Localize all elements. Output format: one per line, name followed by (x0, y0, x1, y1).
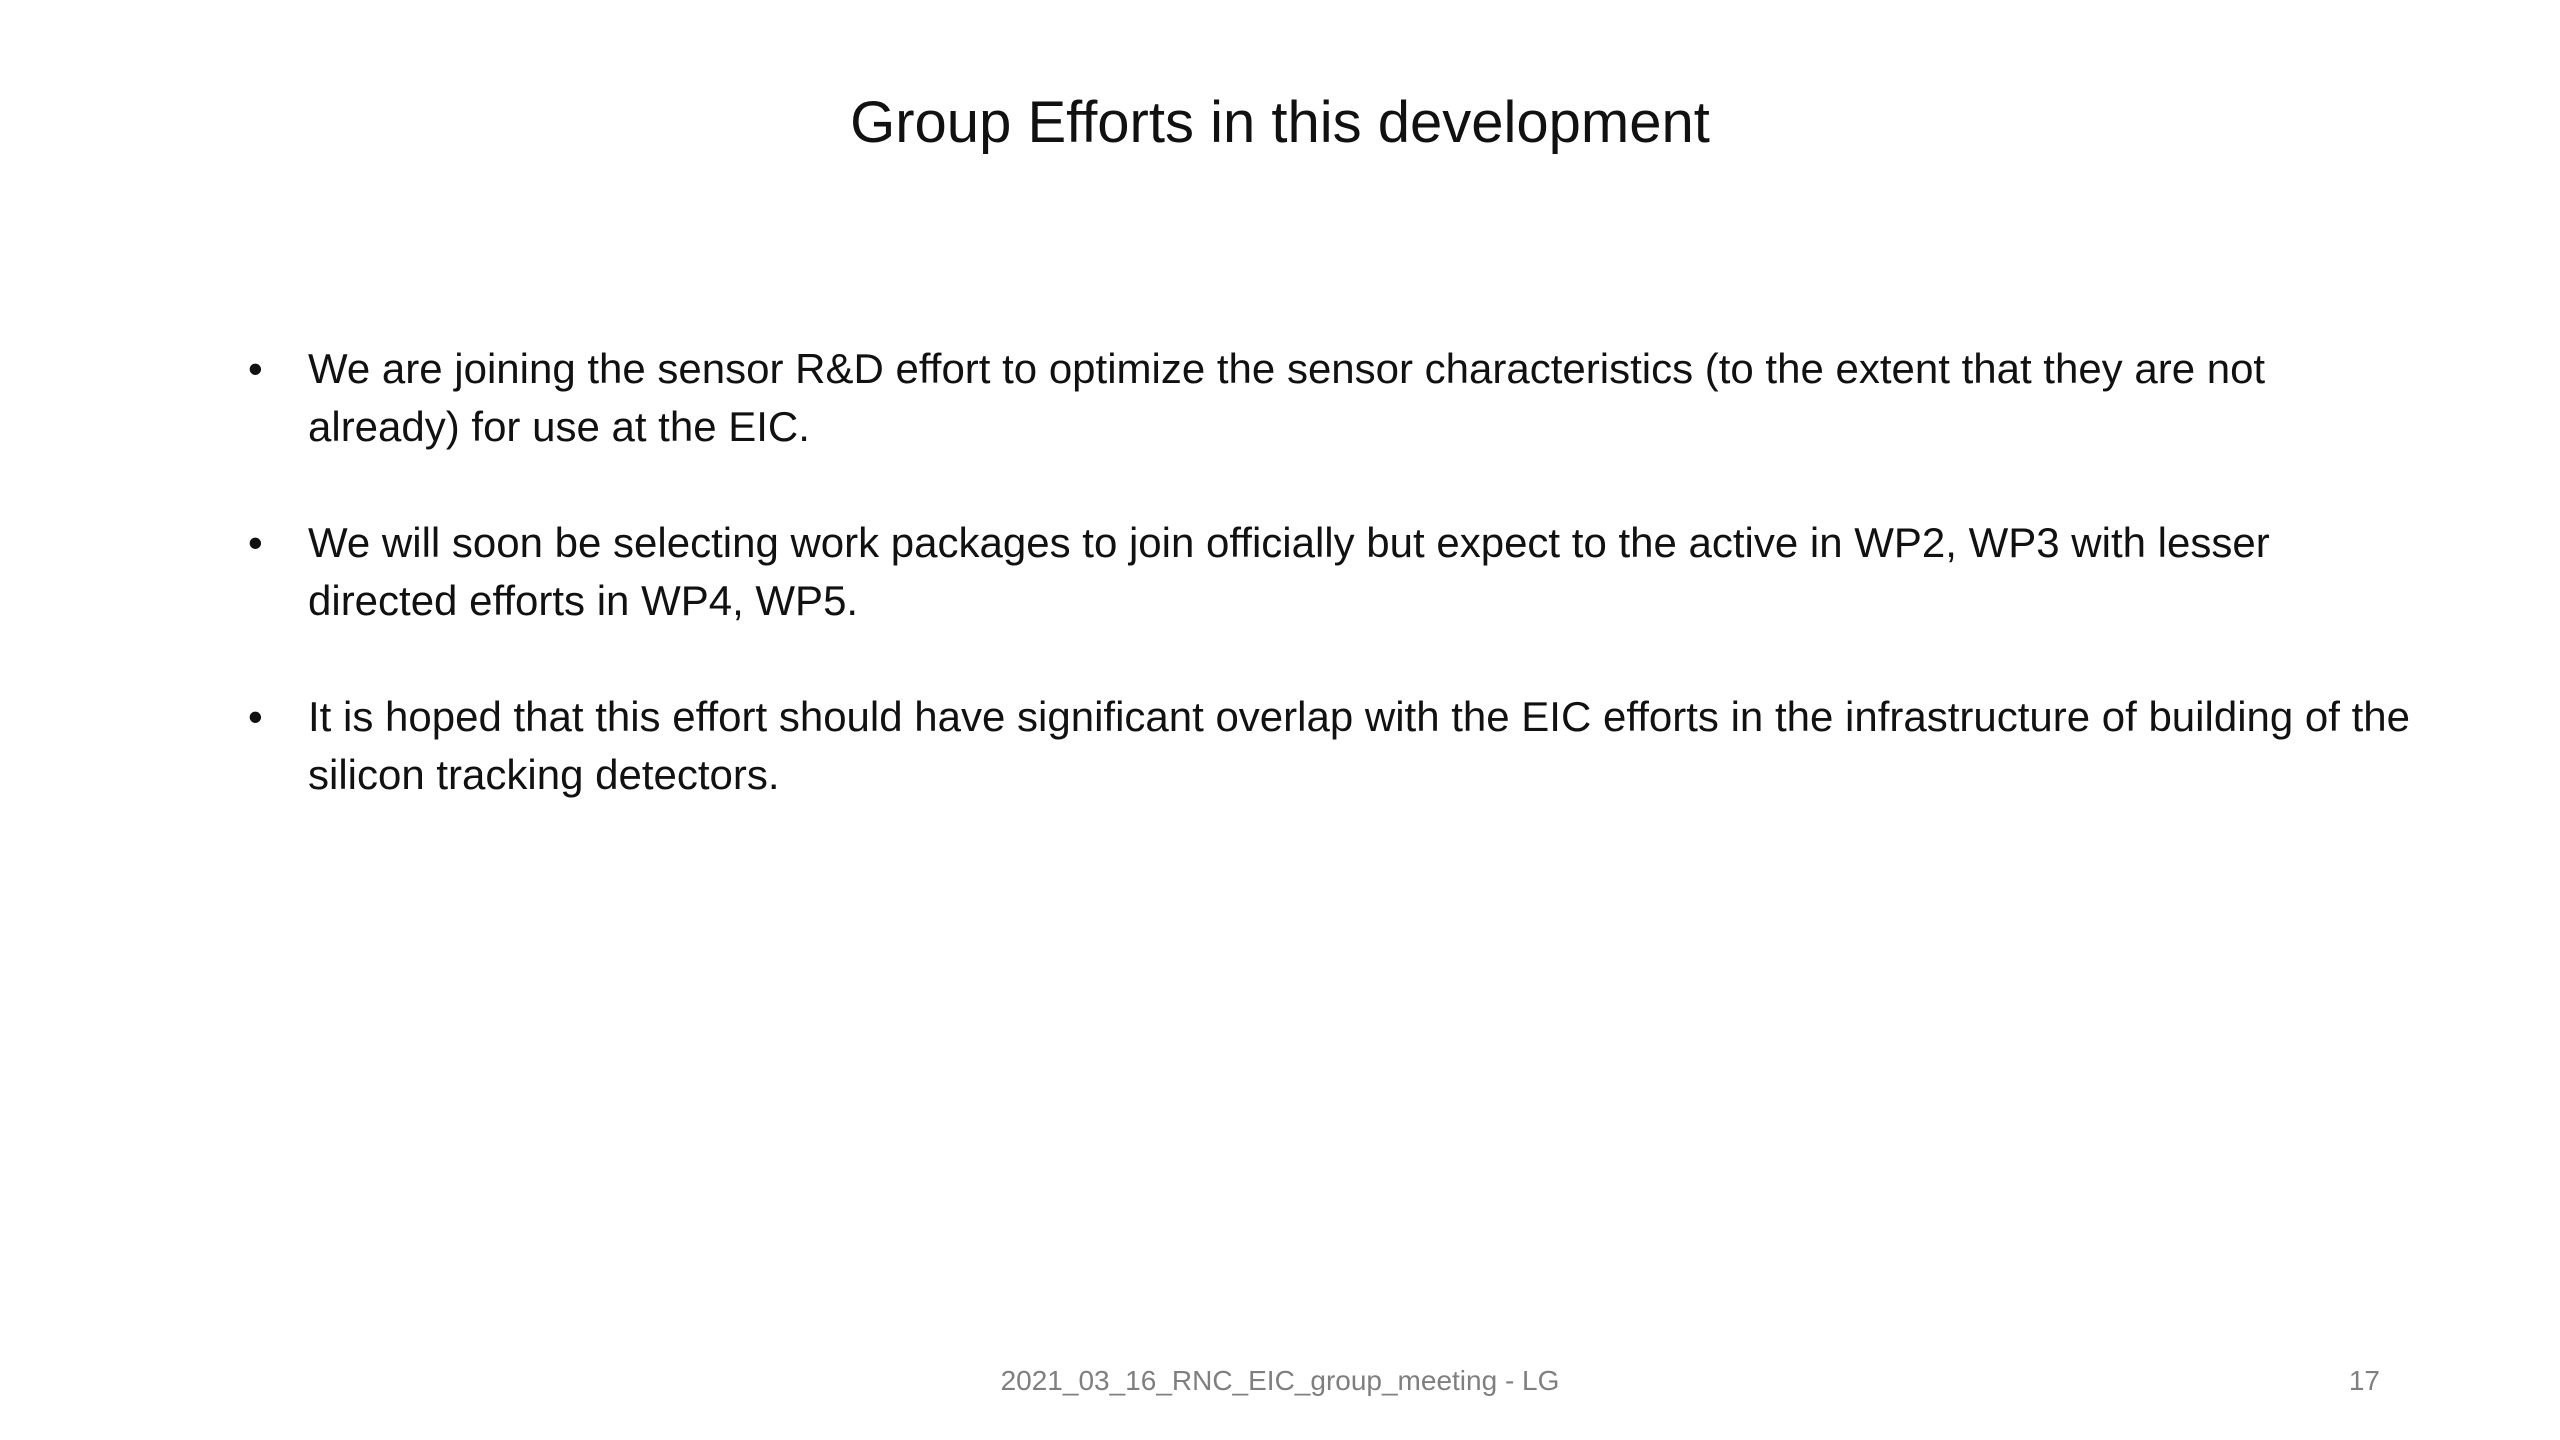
bullet-item (240, 340, 2420, 456)
page-number: 17 (2348, 1365, 2380, 1396)
slide-footer: 2021_03_16_RNC_EIC_group_meeting - LG (1000, 1365, 1560, 1396)
bullet-item (240, 688, 2420, 804)
bullet-text: It is hoped that this effort should have significant overlap with the EIC efforts in the infrastructure of building of the silicon tracking detectors. (308, 693, 2410, 798)
bullet-dot-icon: • (248, 693, 263, 740)
bullet-list (240, 340, 2420, 862)
bullet-dot-icon: • (248, 345, 263, 392)
bullet-dot-icon: • (248, 519, 263, 566)
slide-title: Group Efforts in this development (850, 90, 1710, 155)
bullet-item (240, 514, 2420, 630)
bullet-text: We are joining the sensor R&D effort to optimize the sensor characteristics (to the extent that they are not already) for use at the EIC. (308, 345, 2266, 450)
bullet-text: We will soon be selecting work packages to join officially but expect to the active in WP2, WP3 with lesser directed efforts in WP4, WP5. (308, 519, 2270, 624)
